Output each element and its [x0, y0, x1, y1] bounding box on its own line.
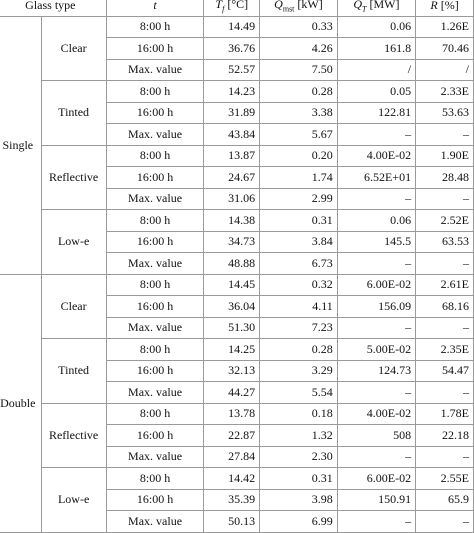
cell-tf: 44.27	[204, 382, 260, 404]
cell-q: 0.31	[260, 210, 338, 232]
cell-time: 8:00 h	[106, 468, 204, 490]
table-row	[0, 81, 474, 103]
cell-tf: 27.84	[204, 446, 260, 468]
cell-r: 68.16	[416, 296, 474, 318]
cell-r: –	[416, 511, 474, 533]
cell-qt: 508	[337, 425, 415, 447]
glass-type-label: Clear	[41, 274, 106, 339]
cell-time: 8:00 h	[106, 16, 204, 38]
table-body	[0, 16, 474, 532]
cell-qt: –	[337, 188, 415, 210]
cell-tf: 35.39	[204, 489, 260, 511]
cell-tf: 36.76	[204, 38, 260, 60]
cell-q: 0.28	[260, 81, 338, 103]
cell-time: 16:00 h	[106, 38, 204, 60]
cell-qt: –	[337, 124, 415, 146]
header-qt	[337, 0, 415, 16]
glass-type-label: Reflective	[41, 145, 106, 210]
cell-r: 54.47	[416, 360, 474, 382]
cell-qt: –	[337, 253, 415, 275]
cell-qt: –	[337, 511, 415, 533]
header-q-symbol: Q	[274, 0, 283, 12]
cell-tf: 34.73	[204, 231, 260, 253]
cell-time: Max. value	[106, 446, 204, 468]
cell-r: 22.18	[416, 425, 474, 447]
cell-tf: 14.42	[204, 468, 260, 490]
cell-q: 6.73	[260, 253, 338, 275]
cell-time: Max. value	[106, 188, 204, 210]
table-row	[0, 403, 474, 425]
glass-type-label: Low-e	[41, 468, 106, 533]
header-q-sub: mst	[282, 4, 295, 14]
cell-q: 3.29	[260, 360, 338, 382]
cell-tf: 48.88	[204, 253, 260, 275]
header-glass-type: Glass type	[0, 0, 106, 16]
cell-qt: 145.5	[337, 231, 415, 253]
cell-qt: 156.09	[337, 296, 415, 318]
cell-time: 8:00 h	[106, 274, 204, 296]
cell-r: 2.52E	[416, 210, 474, 232]
cell-r: –	[416, 446, 474, 468]
cell-tf: 22.87	[204, 425, 260, 447]
cell-q: 0.32	[260, 274, 338, 296]
header-q-unit: [kW]	[294, 0, 323, 12]
cell-time: Max. value	[106, 59, 204, 81]
cell-qt: 6.52E+01	[337, 167, 415, 189]
glass-type-label: Tinted	[41, 81, 106, 146]
cell-q: 3.84	[260, 231, 338, 253]
table-row	[0, 145, 474, 167]
cell-qt: –	[337, 382, 415, 404]
cell-q: 3.38	[260, 102, 338, 124]
cell-tf: 14.25	[204, 339, 260, 361]
cell-q: 2.30	[260, 446, 338, 468]
cell-r: 2.61E	[416, 274, 474, 296]
header-qt-unit: [MW]	[366, 0, 400, 12]
header-time: t	[106, 0, 204, 16]
header-r	[416, 0, 474, 16]
cell-tf: 13.87	[204, 145, 260, 167]
cell-tf: 43.84	[204, 124, 260, 146]
cell-tf: 36.04	[204, 296, 260, 318]
cell-tf: 14.23	[204, 81, 260, 103]
cell-qt: 124.73	[337, 360, 415, 382]
cell-time: 16:00 h	[106, 296, 204, 318]
cell-qt: –	[337, 317, 415, 339]
cell-q: 4.26	[260, 38, 338, 60]
cell-q: 6.99	[260, 511, 338, 533]
cell-qt: /	[337, 59, 415, 81]
cell-qt: 161.8	[337, 38, 415, 60]
table-row	[0, 16, 474, 38]
cell-time: Max. value	[106, 124, 204, 146]
header-tf-sub: f	[222, 4, 225, 14]
cell-r: 1.78E	[416, 403, 474, 425]
header-r-unit: [%]	[437, 0, 459, 12]
cell-time: Max. value	[106, 511, 204, 533]
glass-type-label: Low-e	[41, 210, 106, 275]
cell-time: Max. value	[106, 253, 204, 275]
cell-time: Max. value	[106, 382, 204, 404]
cell-q: 1.32	[260, 425, 338, 447]
cell-r: –	[416, 253, 474, 275]
cell-qt: 0.06	[337, 16, 415, 38]
header-tf-symbol: T	[215, 0, 223, 12]
cell-tf: 14.45	[204, 274, 260, 296]
cell-time: 16:00 h	[106, 360, 204, 382]
cell-time: 8:00 h	[106, 81, 204, 103]
cell-qt: 4.00E-02	[337, 145, 415, 167]
header-q	[260, 0, 338, 16]
header-tf	[204, 0, 260, 16]
glazing-label: Single	[0, 16, 41, 274]
cell-q: 7.50	[260, 59, 338, 81]
cell-q: 1.74	[260, 167, 338, 189]
cell-tf: 13.78	[204, 403, 260, 425]
cell-q: 0.31	[260, 468, 338, 490]
cell-r: –	[416, 124, 474, 146]
cell-r: 1.90E	[416, 145, 474, 167]
cell-qt: 150.91	[337, 489, 415, 511]
cell-tf: 31.06	[204, 188, 260, 210]
cell-tf: 51.30	[204, 317, 260, 339]
cell-r: 63.53	[416, 231, 474, 253]
glazing-label: Double	[0, 274, 41, 532]
cell-r: 28.48	[416, 167, 474, 189]
cell-r: 1.26E	[416, 16, 474, 38]
cell-tf: 24.67	[204, 167, 260, 189]
cell-r: 53.63	[416, 102, 474, 124]
cell-q: 4.11	[260, 296, 338, 318]
table-row	[0, 210, 474, 232]
cell-q: 5.67	[260, 124, 338, 146]
cell-r: –	[416, 317, 474, 339]
cell-r: 70.46	[416, 38, 474, 60]
cell-tf: 32.13	[204, 360, 260, 382]
cell-time: 8:00 h	[106, 145, 204, 167]
cell-tf: 14.38	[204, 210, 260, 232]
cell-tf: 50.13	[204, 511, 260, 533]
cell-r: –	[416, 188, 474, 210]
cell-qt: 6.00E-02	[337, 274, 415, 296]
cell-time: 16:00 h	[106, 167, 204, 189]
cell-time: 16:00 h	[106, 425, 204, 447]
cell-time: 8:00 h	[106, 210, 204, 232]
cell-r: 2.33E	[416, 81, 474, 103]
cell-r: 65.9	[416, 489, 474, 511]
cell-time: 16:00 h	[106, 102, 204, 124]
cell-q: 0.18	[260, 403, 338, 425]
glass-type-label: Clear	[41, 16, 106, 81]
header-r-symbol: R	[430, 0, 438, 12]
header-tf-unit: [°C]	[224, 0, 249, 12]
cell-qt: 6.00E-02	[337, 468, 415, 490]
cell-q: 0.20	[260, 145, 338, 167]
cell-qt: 0.06	[337, 210, 415, 232]
glass-type-label: Tinted	[41, 339, 106, 404]
cell-qt: 4.00E-02	[337, 403, 415, 425]
table-row	[0, 274, 474, 296]
cell-time: 8:00 h	[106, 339, 204, 361]
cell-r: 2.55E	[416, 468, 474, 490]
glass-type-label: Reflective	[41, 403, 106, 468]
cell-r: –	[416, 382, 474, 404]
cell-r: /	[416, 59, 474, 81]
cell-tf: 52.57	[204, 59, 260, 81]
header-row	[0, 0, 474, 16]
cell-q: 3.98	[260, 489, 338, 511]
cell-time: 16:00 h	[106, 231, 204, 253]
table-row	[0, 468, 474, 490]
cell-qt: 0.05	[337, 81, 415, 103]
cell-tf: 14.49	[204, 16, 260, 38]
cell-q: 0.33	[260, 16, 338, 38]
cell-r: 2.35E	[416, 339, 474, 361]
cell-time: 16:00 h	[106, 489, 204, 511]
cell-q: 5.54	[260, 382, 338, 404]
header-qt-symbol: Q	[353, 0, 363, 12]
cell-qt: –	[337, 446, 415, 468]
cell-qt: 122.81	[337, 102, 415, 124]
cell-qt: 5.00E-02	[337, 339, 415, 361]
cell-q: 0.28	[260, 339, 338, 361]
header-qt-sub: T	[362, 4, 367, 14]
cell-q: 2.99	[260, 188, 338, 210]
cell-q: 7.23	[260, 317, 338, 339]
table-row	[0, 339, 474, 361]
cell-time: 8:00 h	[106, 403, 204, 425]
cell-time: Max. value	[106, 317, 204, 339]
cell-tf: 31.89	[204, 102, 260, 124]
